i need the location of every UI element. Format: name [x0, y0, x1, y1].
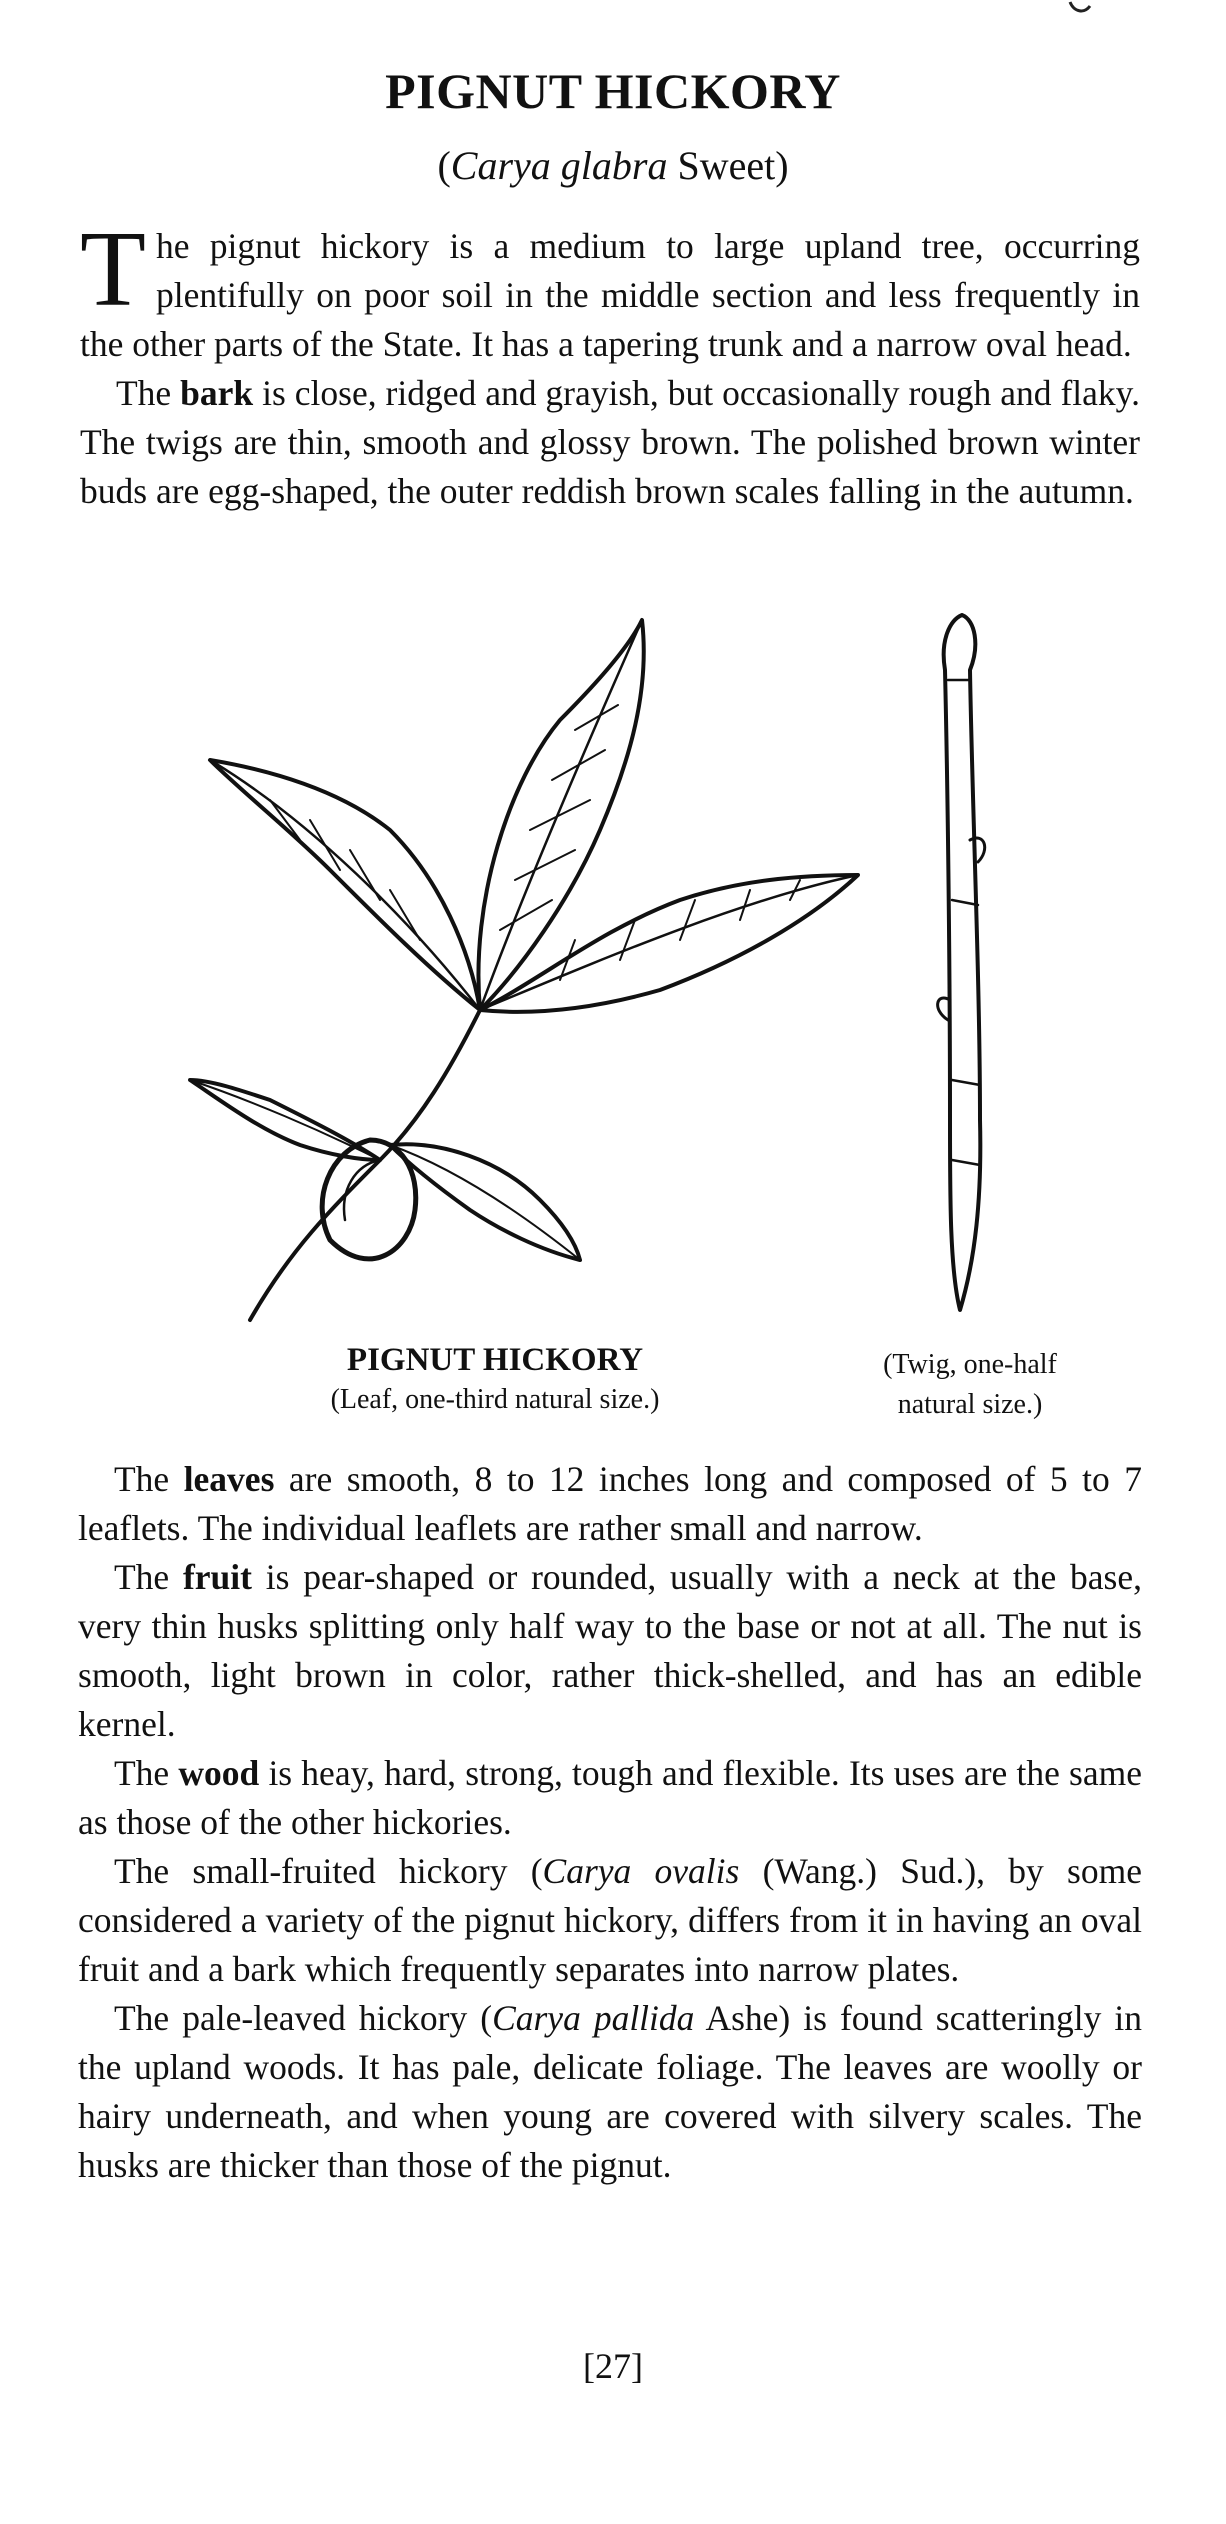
- small-fruited-lead: The small-fruited hickory (: [114, 1851, 543, 1891]
- leaves-paragraph: [78, 1455, 1142, 1553]
- subtitle-species: Carya glabra: [450, 143, 668, 188]
- bark-lead: The: [116, 373, 181, 413]
- wood-text: is heay, hard, strong, tough and flexible. Its uses are the same as those of the other hickories.: [78, 1753, 1142, 1842]
- page-number: [27]: [583, 2346, 643, 2386]
- pale-leaved-species: Carya pallida: [492, 1998, 695, 2038]
- fruit-paragraph: [78, 1553, 1142, 1749]
- twig-caption: [830, 1345, 1110, 1425]
- leaf-caption-title: PIGNUT HICKORY: [346, 1342, 644, 1378]
- leaves-text: are smooth, 8 to 12 inches long and composed of 5 to 7 leaflets. The individual leaflets are rather small and narrow.: [78, 1459, 1142, 1548]
- text-block-bottom: [78, 1455, 1142, 2190]
- leaf-caption-note: (Leaf, one-third natural size.): [330, 1384, 660, 1415]
- bark-paragraph: [80, 369, 1140, 516]
- fruit-lead: The: [114, 1557, 183, 1597]
- pale-leaved-paragraph: [78, 1994, 1142, 2190]
- small-fruited-text: (Wang.) Sud.), by some considered a variety of the pignut hickory, differs from it in having an oval fruit and a bark which frequently separates into narrow plates.: [78, 1851, 1142, 1989]
- page-title: PIGNUT HICKORY: [385, 63, 841, 119]
- text-block-top: [80, 210, 1140, 516]
- leaf-caption: [260, 1340, 730, 1420]
- fruit-text: is pear-shaped or rounded, usually with a neck at the base, very thin husks splitting only half way to the base or not at all. The nut is smooth, light brown in color, rather thick-shelled, and has an edible kernel.: [78, 1557, 1142, 1744]
- twig-caption-line1: (Twig, one-half: [883, 1349, 1057, 1380]
- leaves-lead: The: [114, 1459, 184, 1499]
- wood-lead: The: [114, 1753, 179, 1793]
- small-fruited-species: Carya ovalis: [542, 1851, 740, 1891]
- twig: [944, 615, 981, 1310]
- pale-leaved-text: Ashe) is found scatteringly in the upland woods. It has pale, delicate foliage. The leaves are woolly or hairy underneath, and when young are covered with silvery scales. The husks are thicker than those of the pignut.: [78, 1998, 1143, 2185]
- page-corner-mark: [1060, 0, 1120, 20]
- drop-cap: T: [80, 210, 146, 329]
- intro-text: he pignut hickory is a medium to large upland tree, occurring plentifully on poor soil in the middle section and less frequently in the other parts of the State. It has a tapering trunk and a narrow oval head.: [80, 226, 1140, 364]
- wood-paragraph: [78, 1749, 1142, 1847]
- subtitle-open: (: [437, 143, 451, 188]
- leaflet-upper-left: [210, 760, 480, 1010]
- subtitle-author: Sweet): [667, 143, 789, 188]
- leaflet-lower-right: [390, 1144, 580, 1260]
- fruit-keyword: fruit: [182, 1557, 252, 1597]
- intro-paragraph: [80, 210, 1140, 369]
- small-fruited-paragraph: [78, 1847, 1142, 1994]
- bark-keyword: bark: [180, 373, 254, 413]
- pale-leaved-lead: The pale-leaved hickory (: [114, 1998, 493, 2038]
- bark-text: is close, ridged and grayish, but occasionally rough and flaky. The twigs are thin, smooth and glossy brown. The polished brown winter buds are egg-shaped, the outer reddish brown scales falling in the autumn.: [80, 373, 1140, 511]
- hickory-illustration: [180, 600, 1060, 1340]
- twig-caption-line2: natural size.): [897, 1389, 1043, 1420]
- leaves-keyword: leaves: [183, 1459, 275, 1499]
- scientific-name: [0, 142, 1226, 189]
- wood-keyword: wood: [178, 1753, 260, 1793]
